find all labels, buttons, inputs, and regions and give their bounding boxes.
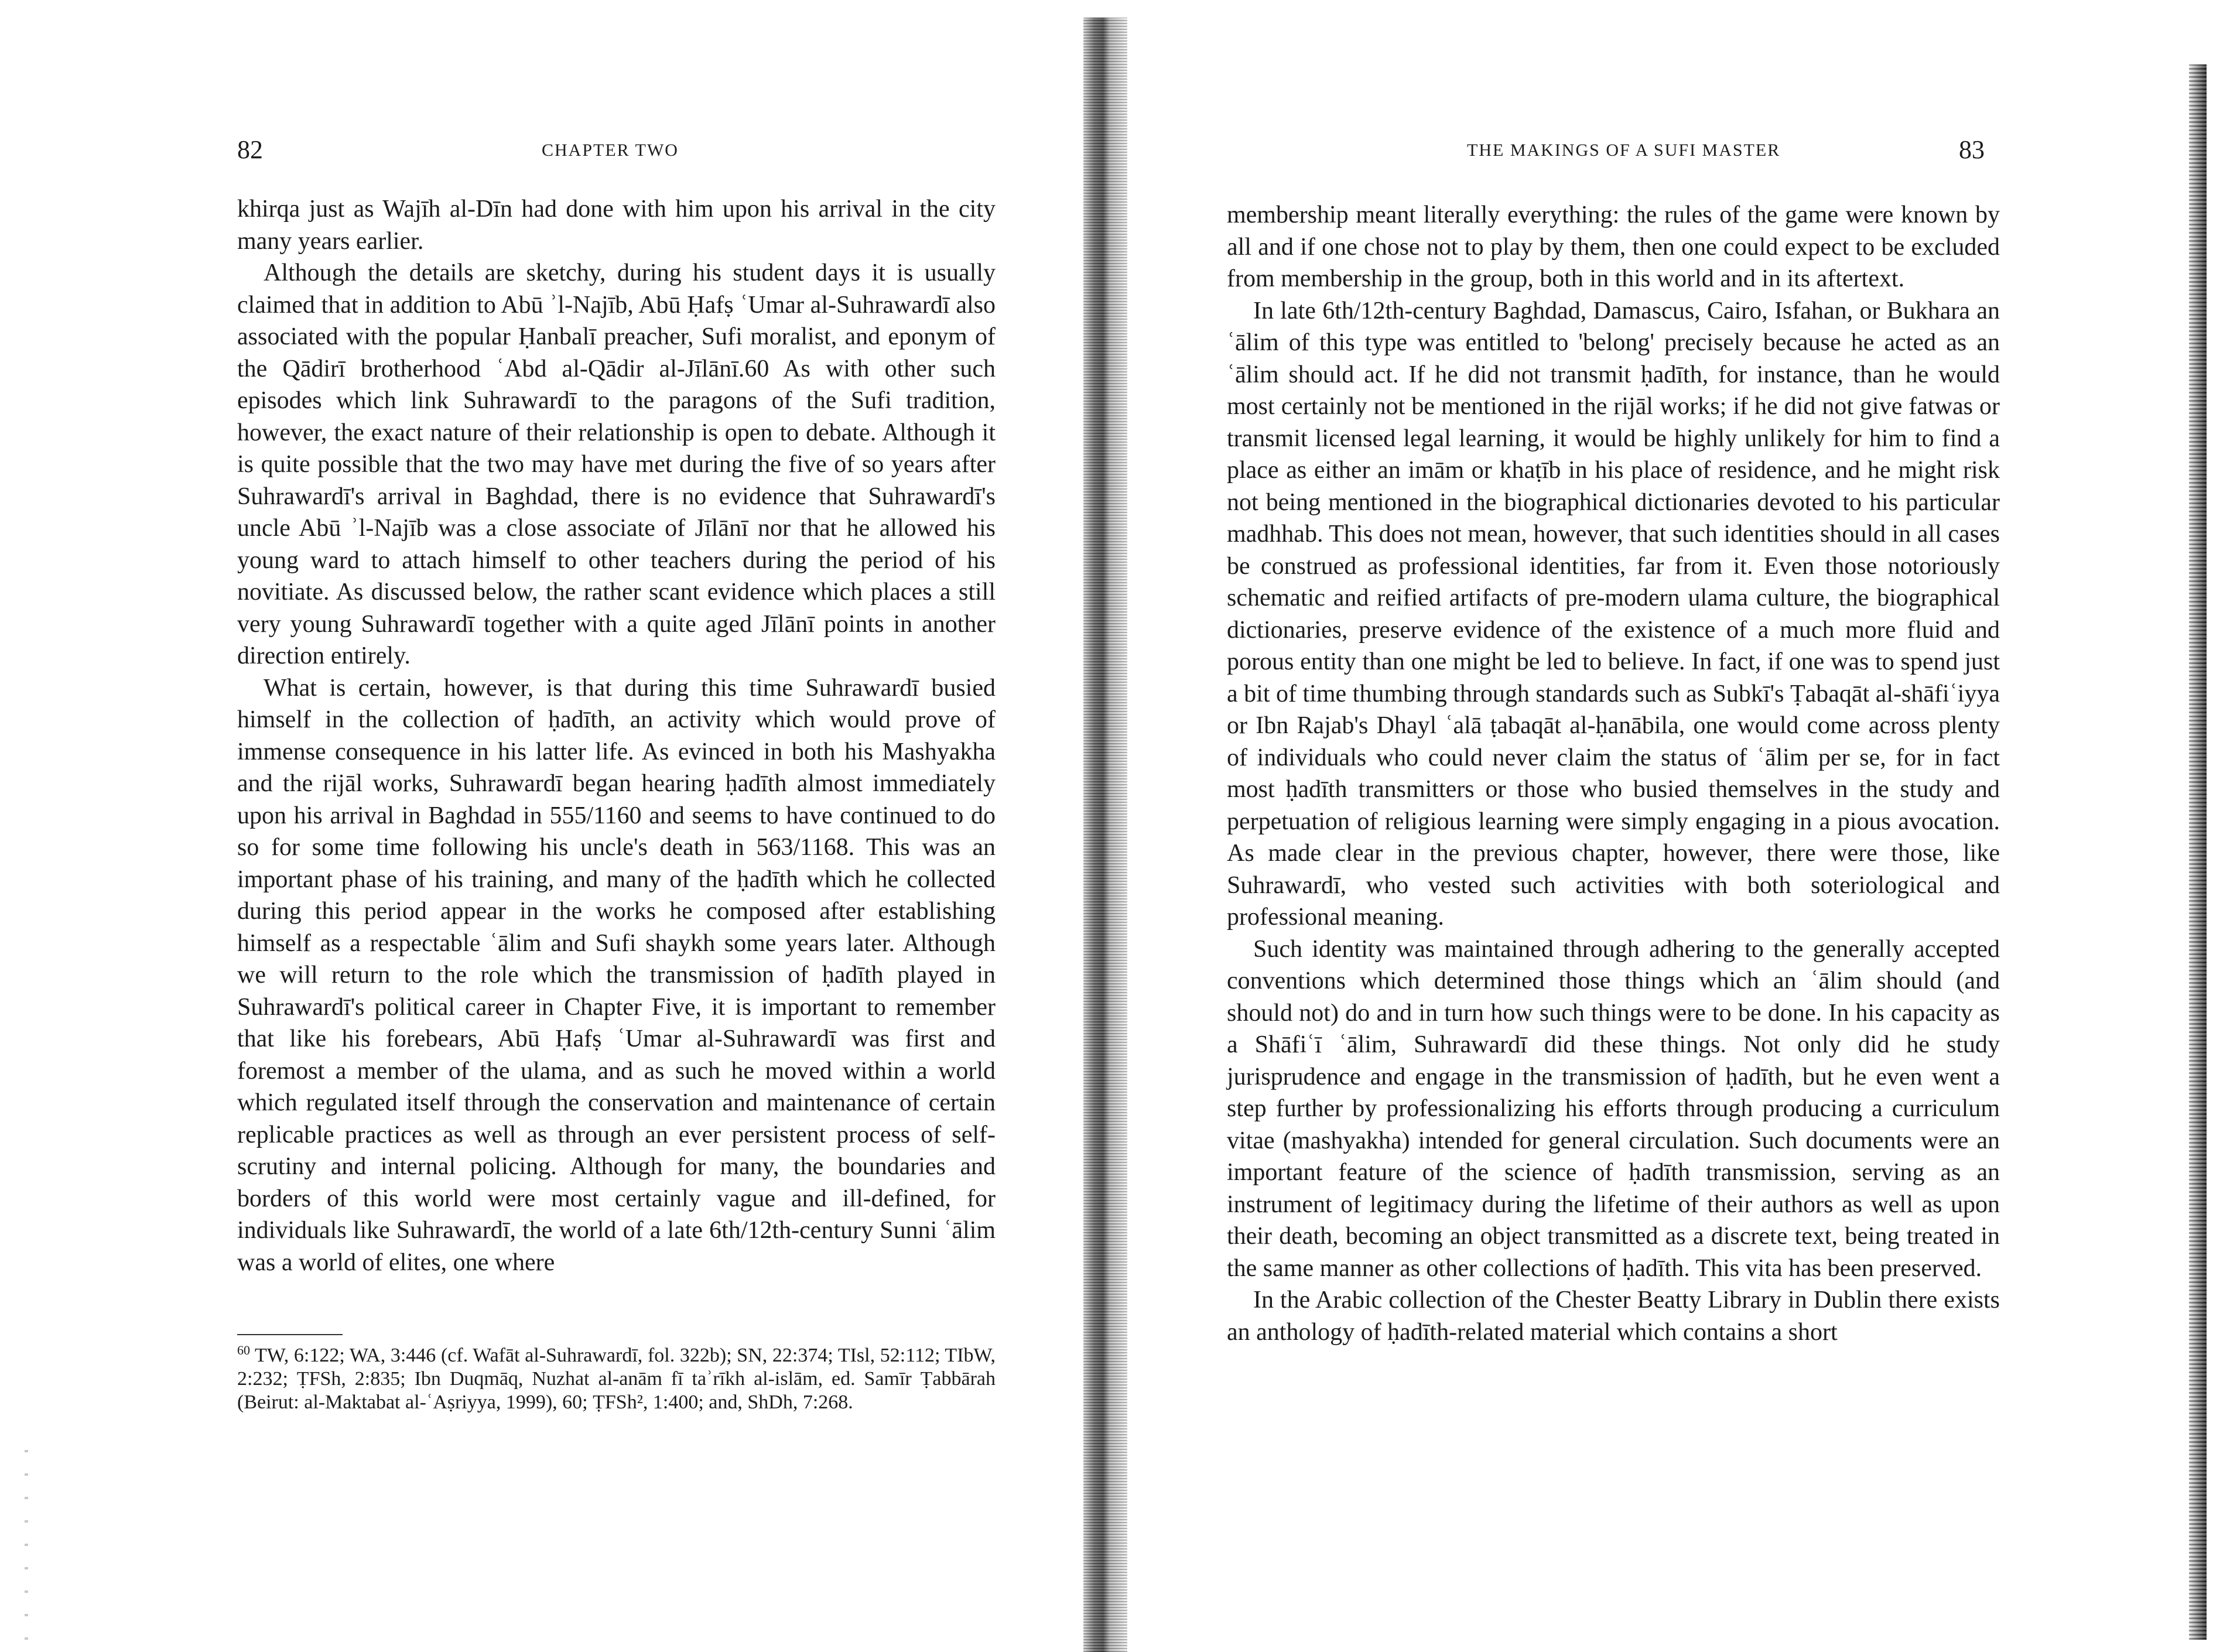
footnote-text: TW, 6:122; WA, 3:446 (cf. Wafāt al-Suhrawardī, fol. 322b); SN, 22:374; TIsl, 52:112; TIbW, 2:232; ṬFSh, 2:835; Ibn Duqmāq, Nuzhat al-anām fī taʾrīkh al-islām, ed. Samīr Ṭabbārah (Beirut: al-Maktabat al-ʿAṣriyya, 1999), 60; ṬFSh², 1:400; and, ShDh, 7:268.	[237, 1345, 996, 1413]
paragraph: khirqa just as Wajīh al-Dīn had done with him upon his arrival in the city many years earlier.	[237, 196, 996, 255]
footnote-number: 60	[237, 1342, 250, 1357]
paragraph: membership meant literally everything: the rules of the game were known by all and if one chose not to play by them, then one could expect to be excluded from membership in the group, both in this world and in its aftertext.	[1227, 201, 2000, 292]
running-head: THE MAKINGS OF A SUFI MASTER	[1467, 141, 1781, 160]
paragraph: Although the details are sketchy, during his student days it is usually claimed that in addition to Abū ʾl-Najīb, Abū Ḥafṣ ʿUmar al-Suhrawardī also associated with the popular Ḥanbalī preacher, Sufi moralist, and eponym of the Qādirī brotherhood ʿAbd al-Qādir al-Jīlānī.60 As with other such episodes which link Suhrawardī to the paragons of the Sufi tradition, however, the exact nature of their relationship is open to debate. Although it is quite possible that the two may have met during the five of so years after Suhrawardī's arrival in Baghdad, there is no evidence that Suhrawardī's uncle Abū ʾl-Najīb was a close associate of Jīlānī nor that he allowed his young ward to attach himself to other teachers during the period of his novitiate. As discussed below, the rather scant evidence which places a still very young Suhrawardī together with a quite aged Jīlānī points in another direction entirely.	[237, 259, 996, 669]
body-text	[237, 193, 996, 1278]
paragraph: Such identity was maintained through adhering to the generally accepted conventions which determined those things which an ʿālim should (and should not) do and in turn how such things were to be done. In his capacity as a Shāfiʿī ʿālim, Suhrawardī did these things. Not only did he study jurisprudence and engage in the transmission of ḥadīth, but he even went a step further by professionalizing his efforts through producing a curriculum vitae (mashyakha) intended for general circulation. Such documents were an important feature of the science of ḥadīth transmission, serving as an instrument of legitimacy during the lifetime of their authors as well as upon their death, becoming an object transmitted as a discrete text, being treated in the same manner as other collections of ḥadīth. This vita has been preserved.	[1227, 935, 2000, 1282]
footnote-rule	[237, 1334, 343, 1335]
footnote	[237, 1344, 996, 1414]
paragraph: In the Arabic collection of the Chester Beatty Library in Dublin there exists an anthology of ḥadīth-related material which contains a short	[1227, 1287, 2000, 1346]
body-text	[1227, 199, 2000, 1348]
page-number: 82	[237, 135, 263, 164]
page-number: 83	[1959, 135, 1985, 164]
right-page	[1127, 0, 2213, 1652]
left-page	[0, 0, 1083, 1652]
paragraph: In late 6th/12th-century Baghdad, Damascus, Cairo, Isfahan, or Bukhara an ʿālim of this type was entitled to 'belong' precisely because he acted as an ʿālim should act. If he did not transmit ḥadīth, for instance, than he would most certainly not be mentioned in the rijāl works; if he did not give fatwas or transmit licensed legal learning, it would be highly unlikely for him to find a place as either an imām or khaṭīb in his place of residence, and he might risk not being mentioned in the biographical dictionaries devoted to his particular madhhab. This does not mean, however, that such identities should in all cases be construed as professional identities, far from it. Even those notoriously schematic and reified artifacts of pre-modern ulama culture, the biographical dictionaries, preserve evidence of the existence of a much more fluid and porous entity than one might be led to believe. In fact, if one was to spend just a bit of time thumbing through standards such as Subkī's Ṭabaqāt al-shāfiʿiyya or Ibn Rajab's Dhayl ʿalā ṭabaqāt al-ḥanābila, one would come across plenty of individuals who could never claim the status of ʿālim per se, for in fact most ḥadīth transmitters or those who busied themselves in the study and perpetuation of religious learning were simply engaging in a pious avocation. As made clear in the previous chapter, however, there were those, like Suhrawardī, who vested such activities with both soteriological and professional meaning.	[1227, 297, 2000, 931]
book-gutter	[1083, 18, 1127, 1652]
paragraph: What is certain, however, is that during this time Suhrawardī busied himself in the collection of ḥadīth, an activity which would prove of immense consequence in his latter life. As evinced in both his Mashyakha and the rijāl works, Suhrawardī began hearing ḥadīth almost immediately upon his arrival in Baghdad in 555/1160 and seems to have continued to do so for some time following his uncle's death in 563/1168. This was an important phase of his training, and many of the ḥadīth which he collected during this period appear in the works he composed after establishing himself as a respectable ʿālim and Sufi shaykh some years later. Although we will return to the role which the transmission of ḥadīth played in Suhrawardī's political career in Chapter Five, it is important to remember that like his forebears, Abū Ḥafṣ ʿUmar al-Suhrawardī was first and foremost a member of the ulama, and as such he moved within a world which regulated itself through the conservation and maintenance of certain replicable practices as well as through an ever persistent process of self-scrutiny and internal policing. Although for many, the boundaries and borders of this world were most certainly vague and ill-defined, for individuals like Suhrawardī, the world of a late 6th/12th-century Sunni ʿālim was a world of elites, one where	[237, 674, 996, 1276]
running-head: CHAPTER TWO	[542, 141, 679, 160]
